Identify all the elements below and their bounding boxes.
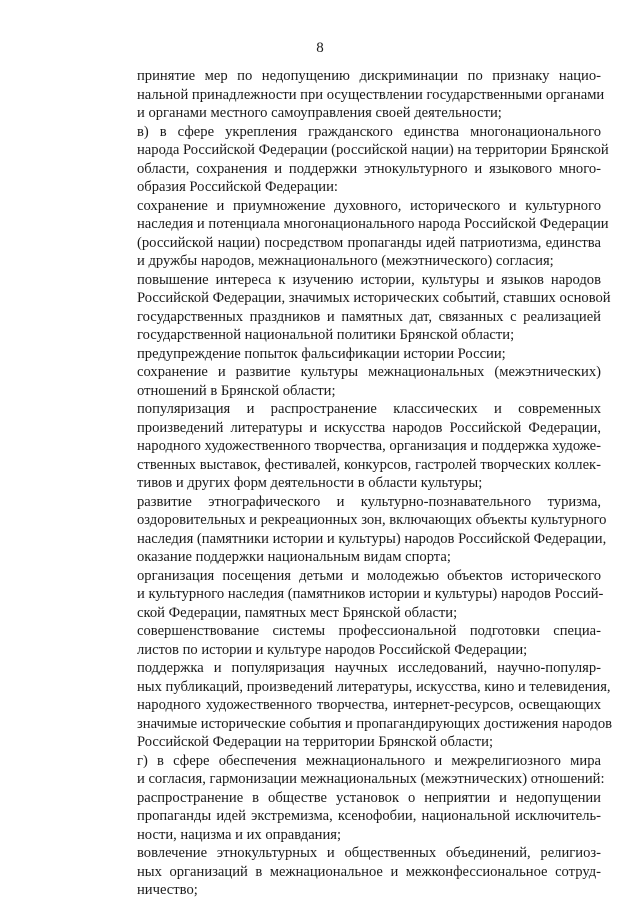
- paragraph: [99, 271, 611, 345]
- text-line: ных организаций в межнациональное и межконфессиональное сотруд-: [137, 863, 601, 880]
- text-line: принятие мер по недопущению дискриминации по признаку нацио-: [137, 68, 601, 84]
- text-line: г) в сфере обеспечения межнационального и межрелигиозного мира: [137, 752, 601, 769]
- paragraph: [99, 659, 613, 752]
- text-line: повышение интереса к изучению истории, культуры и языков народов: [137, 271, 601, 288]
- text-line: народного художественного творчества, интернет-ресурсов, освещающих: [137, 697, 601, 713]
- paragraph: [99, 345, 601, 364]
- paragraph: [99, 363, 601, 400]
- text-line: области, сохранения и поддержки этнокультурного и языкового много-: [137, 160, 601, 177]
- text-line: оказание поддержки национальным видам спорта;: [137, 549, 451, 565]
- text-line: ных публикаций, произведений литературы, искусства, кино и телевидения,: [137, 678, 611, 695]
- paragraph: [99, 400, 601, 493]
- text-line: ности, нацизма и их оправдания;: [137, 826, 342, 843]
- text-line: отношений в Брянской области;: [137, 382, 336, 399]
- text-line: пропаганды идей экстремизма, ксенофобии, национальной исключитель-: [137, 808, 601, 824]
- text-line: поддержка и популяризация научных исследований, научно-популяр-: [137, 660, 601, 676]
- text-line: листов по истории и культуре народов Российской Федерации;: [137, 641, 528, 658]
- text-line: наследия (памятники истории и культуры) народов Российской Федерации,: [137, 530, 607, 547]
- text-line: народного художественного творчества, организация и поддержка художе-: [137, 438, 601, 454]
- paragraph: [99, 752, 605, 789]
- text-line: сохранение и приумножение духовного, исторического и культурного: [137, 197, 601, 214]
- text-line: и согласия, гармонизации межнациональных (межэтнических) отношений:: [137, 771, 605, 787]
- text-line: (российской нации) посредством пропаганды идей патриотизма, единства: [137, 234, 601, 251]
- text-line: произведений литературы и искусства народов Российской Федерации,: [137, 419, 601, 436]
- text-line: совершенствование системы профессиональной подготовки специа-: [137, 623, 601, 639]
- text-line: оздоровительных и рекреационных зон, включающих объекты культурного: [137, 512, 607, 528]
- text-line: организация посещения детьми и молодежью объектов исторического: [137, 567, 601, 584]
- text-line: ской Федерации, памятных мест Брянской области;: [137, 604, 458, 621]
- paragraph: [99, 123, 609, 197]
- text-line: нальной принадлежности при осуществлении государственными органами: [137, 86, 605, 103]
- paragraph: [99, 567, 604, 623]
- paragraph: [99, 844, 601, 900]
- text-line: тивов и других форм деятельности в области культуры;: [137, 475, 483, 491]
- text-line: и дружбы народов, межнационального (межэтнического) согласия;: [137, 253, 554, 269]
- text-line: развитие этнографического и культурно-познавательного туризма,: [137, 493, 601, 510]
- paragraph: [99, 197, 609, 271]
- text-line: государственных праздников и памятных дат, связанных с реализацией: [137, 308, 601, 325]
- text-line: ничество;: [137, 882, 198, 898]
- text-line: образия Российской Федерации:: [137, 179, 338, 195]
- text-line: вовлечение этнокультурных и общественных объединений, религиоз-: [137, 845, 601, 861]
- text-line: Российской Федерации на территории Брянской области;: [137, 734, 493, 750]
- text-line: популяризация и распространение классических и современных: [137, 401, 601, 417]
- document-body: [99, 67, 613, 900]
- text-line: Российской Федерации, значимых исторических событий, ставших основой: [137, 290, 611, 306]
- paragraph: [99, 622, 601, 659]
- text-line: распространение в обществе установок о неприятии и недопущении: [137, 789, 601, 806]
- text-line: и органами местного самоуправления своей деятельности;: [137, 105, 502, 121]
- text-line: народа Российской Федерации (российской нации) на территории Брянской: [137, 142, 609, 158]
- text-line: в) в сфере укрепления гражданского единства многонационального: [137, 123, 601, 140]
- text-line: сохранение и развитие культуры межнациональных (межэтнических): [137, 364, 601, 380]
- text-line: предупреждение попыток фальсификации истории России;: [137, 345, 506, 362]
- text-line: государственной национальной политики Брянской области;: [137, 327, 515, 343]
- paragraph: [99, 493, 607, 567]
- text-line: значимые исторические события и пропагандирующих достижения народов: [137, 715, 613, 732]
- text-line: наследия и потенциала многонационального народа Российской Федерации: [137, 216, 609, 232]
- paragraph: [99, 789, 601, 845]
- paragraph: [99, 67, 605, 123]
- page-number: 8: [316, 40, 324, 56]
- text-line: и культурного наследия (памятников истории и культуры) народов Россий-: [137, 586, 604, 602]
- text-line: ственных выставок, фестивалей, конкурсов, гастролей творческих коллек-: [137, 456, 601, 473]
